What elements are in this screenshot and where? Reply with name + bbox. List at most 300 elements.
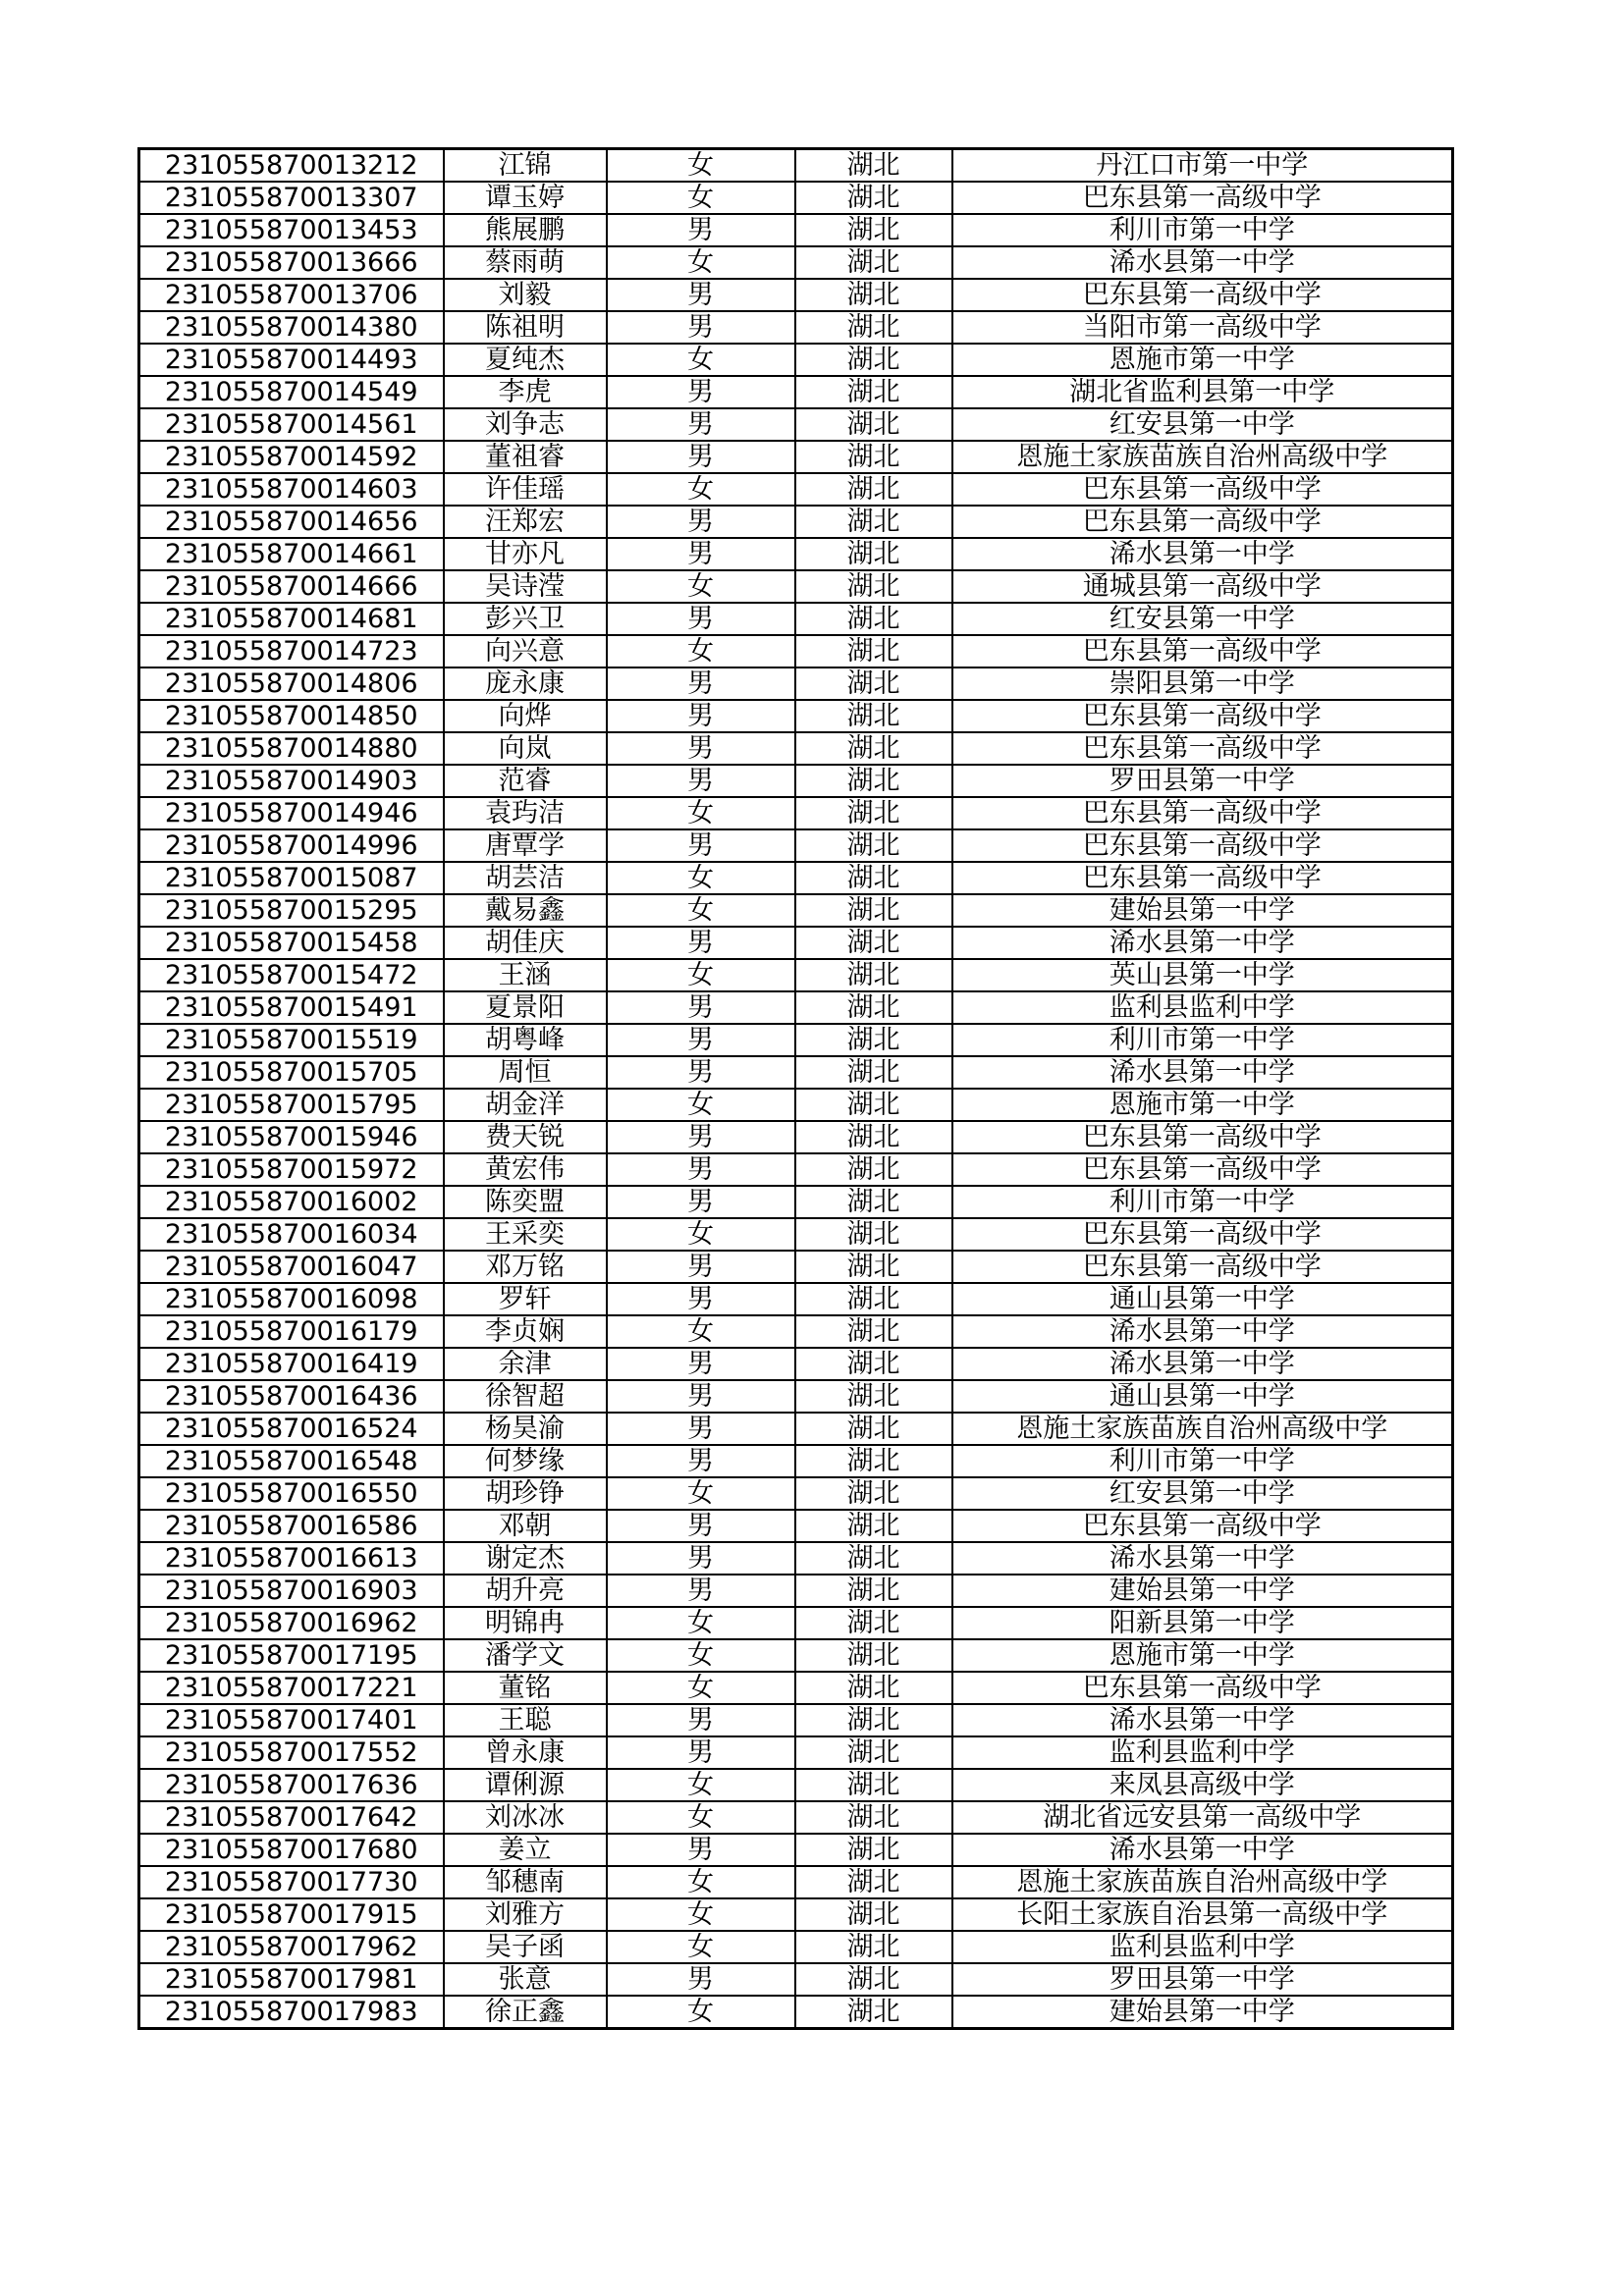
name-cell: 戴易鑫 xyxy=(444,894,607,927)
name-cell: 江锦 xyxy=(444,149,607,183)
school-cell: 来凤县高级中学 xyxy=(952,1769,1453,1801)
candidate-number-cell: 231055870016903 xyxy=(139,1575,444,1607)
candidate-number-cell: 231055870017915 xyxy=(139,1898,444,1931)
school-cell: 阳新县第一中学 xyxy=(952,1607,1453,1639)
province-cell: 湖北 xyxy=(795,1413,952,1445)
name-cell: 刘争志 xyxy=(444,408,607,441)
name-cell: 刘雅方 xyxy=(444,1898,607,1931)
gender-cell: 女 xyxy=(607,1866,795,1898)
school-cell: 浠水县第一中学 xyxy=(952,246,1453,279)
candidate-number-cell: 231055870015972 xyxy=(139,1153,444,1186)
name-cell: 徐正鑫 xyxy=(444,1996,607,2029)
candidate-number-cell: 231055870016098 xyxy=(139,1283,444,1315)
gender-cell: 男 xyxy=(607,441,795,473)
name-cell: 刘冰冰 xyxy=(444,1801,607,1834)
gender-cell: 男 xyxy=(607,732,795,765)
name-cell: 邓朝 xyxy=(444,1510,607,1542)
candidate-number-cell: 231055870016524 xyxy=(139,1413,444,1445)
candidate-number-cell: 231055870016047 xyxy=(139,1251,444,1283)
table-row xyxy=(139,1056,1453,1089)
province-cell: 湖北 xyxy=(795,279,952,311)
gender-cell: 女 xyxy=(607,149,795,183)
name-cell: 胡金洋 xyxy=(444,1089,607,1121)
table-row xyxy=(139,408,1453,441)
province-cell: 湖北 xyxy=(795,959,952,991)
table-row xyxy=(139,1218,1453,1251)
province-cell: 湖北 xyxy=(795,1834,952,1866)
candidate-number-cell: 231055870014806 xyxy=(139,667,444,700)
province-cell: 湖北 xyxy=(795,1963,952,1996)
province-cell: 湖北 xyxy=(795,1672,952,1704)
school-cell: 恩施市第一中学 xyxy=(952,1089,1453,1121)
province-cell: 湖北 xyxy=(795,927,952,959)
candidate-number-cell: 231055870014681 xyxy=(139,603,444,635)
table-row xyxy=(139,279,1453,311)
gender-cell: 男 xyxy=(607,603,795,635)
school-cell: 巴东县第一高级中学 xyxy=(952,473,1453,506)
table-row xyxy=(139,1445,1453,1477)
school-cell: 丹江口市第一中学 xyxy=(952,149,1453,183)
table-row xyxy=(139,829,1453,862)
gender-cell: 女 xyxy=(607,1769,795,1801)
province-cell: 湖北 xyxy=(795,635,952,667)
province-cell: 湖北 xyxy=(795,1218,952,1251)
candidate-number-cell: 231055870014380 xyxy=(139,311,444,344)
gender-cell: 男 xyxy=(607,1736,795,1769)
candidate-number-cell: 231055870013666 xyxy=(139,246,444,279)
school-cell: 利川市第一中学 xyxy=(952,214,1453,246)
candidate-number-cell: 231055870016962 xyxy=(139,1607,444,1639)
candidate-number-cell: 231055870014561 xyxy=(139,408,444,441)
name-cell: 邓万铭 xyxy=(444,1251,607,1283)
table-row xyxy=(139,1348,1453,1380)
gender-cell: 男 xyxy=(607,506,795,538)
school-cell: 湖北省远安县第一高级中学 xyxy=(952,1801,1453,1834)
province-cell: 湖北 xyxy=(795,376,952,408)
gender-cell: 女 xyxy=(607,246,795,279)
gender-cell: 女 xyxy=(607,862,795,894)
candidate-number-cell: 231055870016002 xyxy=(139,1186,444,1218)
province-cell: 湖北 xyxy=(795,1251,952,1283)
province-cell: 湖北 xyxy=(795,441,952,473)
name-cell: 王采奕 xyxy=(444,1218,607,1251)
school-cell: 崇阳县第一中学 xyxy=(952,667,1453,700)
province-cell: 湖北 xyxy=(795,765,952,797)
name-cell: 周恒 xyxy=(444,1056,607,1089)
province-cell: 湖北 xyxy=(795,1736,952,1769)
school-cell: 巴东县第一高级中学 xyxy=(952,797,1453,829)
name-cell: 向烨 xyxy=(444,700,607,732)
name-cell: 范睿 xyxy=(444,765,607,797)
table-row xyxy=(139,376,1453,408)
gender-cell: 男 xyxy=(607,1283,795,1315)
school-cell: 巴东县第一高级中学 xyxy=(952,506,1453,538)
gender-cell: 男 xyxy=(607,765,795,797)
table-row xyxy=(139,441,1453,473)
candidate-number-cell: 231055870015946 xyxy=(139,1121,444,1153)
candidate-number-cell: 231055870015295 xyxy=(139,894,444,927)
school-cell: 巴东县第一高级中学 xyxy=(952,1251,1453,1283)
candidate-number-cell: 231055870014661 xyxy=(139,538,444,570)
school-cell: 恩施市第一中学 xyxy=(952,344,1453,376)
candidate-number-cell: 231055870014880 xyxy=(139,732,444,765)
table-row xyxy=(139,797,1453,829)
school-cell: 巴东县第一高级中学 xyxy=(952,279,1453,311)
name-cell: 费天锐 xyxy=(444,1121,607,1153)
school-cell: 恩施土家族苗族自治州高级中学 xyxy=(952,1413,1453,1445)
candidate-number-cell: 231055870014592 xyxy=(139,441,444,473)
name-cell: 唐覃学 xyxy=(444,829,607,862)
candidate-number-cell: 231055870017981 xyxy=(139,1963,444,1996)
province-cell: 湖北 xyxy=(795,862,952,894)
table-row xyxy=(139,700,1453,732)
name-cell: 胡佳庆 xyxy=(444,927,607,959)
gender-cell: 男 xyxy=(607,1542,795,1575)
school-cell: 建始县第一中学 xyxy=(952,1996,1453,2029)
gender-cell: 女 xyxy=(607,1477,795,1510)
candidate-number-cell: 231055870013212 xyxy=(139,149,444,183)
province-cell: 湖北 xyxy=(795,246,952,279)
school-cell: 罗田县第一中学 xyxy=(952,765,1453,797)
gender-cell: 男 xyxy=(607,700,795,732)
gender-cell: 女 xyxy=(607,1996,795,2029)
province-cell: 湖北 xyxy=(795,1607,952,1639)
name-cell: 袁玙洁 xyxy=(444,797,607,829)
gender-cell: 男 xyxy=(607,667,795,700)
name-cell: 胡珍铮 xyxy=(444,1477,607,1510)
gender-cell: 女 xyxy=(607,1931,795,1963)
name-cell: 潘学文 xyxy=(444,1639,607,1672)
name-cell: 刘毅 xyxy=(444,279,607,311)
province-cell: 湖北 xyxy=(795,1575,952,1607)
school-cell: 红安县第一中学 xyxy=(952,603,1453,635)
school-cell: 浠水县第一中学 xyxy=(952,1348,1453,1380)
gender-cell: 男 xyxy=(607,1251,795,1283)
province-cell: 湖北 xyxy=(795,1801,952,1834)
table-row xyxy=(139,991,1453,1024)
gender-cell: 女 xyxy=(607,1898,795,1931)
gender-cell: 女 xyxy=(607,894,795,927)
name-cell: 陈奕盟 xyxy=(444,1186,607,1218)
name-cell: 杨昊渝 xyxy=(444,1413,607,1445)
school-cell: 监利县监利中学 xyxy=(952,1736,1453,1769)
gender-cell: 男 xyxy=(607,311,795,344)
gender-cell: 男 xyxy=(607,408,795,441)
candidate-number-cell: 231055870016034 xyxy=(139,1218,444,1251)
table-row xyxy=(139,1931,1453,1963)
candidate-number-cell: 231055870017636 xyxy=(139,1769,444,1801)
name-cell: 汪郑宏 xyxy=(444,506,607,538)
candidate-number-cell: 231055870017401 xyxy=(139,1704,444,1736)
table-row xyxy=(139,1672,1453,1704)
name-cell: 熊展鹏 xyxy=(444,214,607,246)
school-cell: 浠水县第一中学 xyxy=(952,927,1453,959)
province-cell: 湖北 xyxy=(795,1089,952,1121)
gender-cell: 男 xyxy=(607,1413,795,1445)
school-cell: 湖北省监利县第一中学 xyxy=(952,376,1453,408)
gender-cell: 男 xyxy=(607,538,795,570)
candidate-number-cell: 231055870015795 xyxy=(139,1089,444,1121)
candidate-number-cell: 231055870016179 xyxy=(139,1315,444,1348)
name-cell: 胡粤峰 xyxy=(444,1024,607,1056)
province-cell: 湖北 xyxy=(795,1769,952,1801)
province-cell: 湖北 xyxy=(795,149,952,183)
name-cell: 张意 xyxy=(444,1963,607,1996)
candidate-number-cell: 231055870014549 xyxy=(139,376,444,408)
province-cell: 湖北 xyxy=(795,344,952,376)
name-cell: 蔡雨萌 xyxy=(444,246,607,279)
table-row xyxy=(139,506,1453,538)
gender-cell: 女 xyxy=(607,1607,795,1639)
school-cell: 利川市第一中学 xyxy=(952,1186,1453,1218)
school-cell: 恩施土家族苗族自治州高级中学 xyxy=(952,441,1453,473)
name-cell: 余津 xyxy=(444,1348,607,1380)
candidate-number-cell: 231055870016548 xyxy=(139,1445,444,1477)
table-row xyxy=(139,1380,1453,1413)
table-row xyxy=(139,1186,1453,1218)
candidate-number-cell: 231055870015087 xyxy=(139,862,444,894)
candidate-number-cell: 231055870017680 xyxy=(139,1834,444,1866)
province-cell: 湖北 xyxy=(795,473,952,506)
province-cell: 湖北 xyxy=(795,1121,952,1153)
candidate-number-cell: 231055870013453 xyxy=(139,214,444,246)
table-row xyxy=(139,1315,1453,1348)
name-cell: 彭兴卫 xyxy=(444,603,607,635)
gender-cell: 男 xyxy=(607,1186,795,1218)
table-row xyxy=(139,667,1453,700)
name-cell: 谭俐源 xyxy=(444,1769,607,1801)
name-cell: 徐智超 xyxy=(444,1380,607,1413)
table-row xyxy=(139,1413,1453,1445)
candidate-number-cell: 231055870014603 xyxy=(139,473,444,506)
candidate-number-cell: 231055870017962 xyxy=(139,1931,444,1963)
gender-cell: 女 xyxy=(607,570,795,603)
table-row xyxy=(139,149,1453,183)
gender-cell: 男 xyxy=(607,1704,795,1736)
table-row xyxy=(139,1477,1453,1510)
name-cell: 胡升亮 xyxy=(444,1575,607,1607)
name-cell: 陈祖明 xyxy=(444,311,607,344)
school-cell: 浠水县第一中学 xyxy=(952,1056,1453,1089)
table-row xyxy=(139,182,1453,214)
province-cell: 湖北 xyxy=(795,1186,952,1218)
table-row xyxy=(139,570,1453,603)
school-cell: 红安县第一中学 xyxy=(952,1477,1453,1510)
school-cell: 巴东县第一高级中学 xyxy=(952,1218,1453,1251)
table-row xyxy=(139,1898,1453,1931)
province-cell: 湖北 xyxy=(795,732,952,765)
school-cell: 建始县第一中学 xyxy=(952,1575,1453,1607)
table-row xyxy=(139,246,1453,279)
candidate-number-cell: 231055870017983 xyxy=(139,1996,444,2029)
candidate-number-cell: 231055870016613 xyxy=(139,1542,444,1575)
province-cell: 湖北 xyxy=(795,1024,952,1056)
candidate-number-cell: 231055870013307 xyxy=(139,182,444,214)
table-row xyxy=(139,344,1453,376)
name-cell: 明锦冉 xyxy=(444,1607,607,1639)
table-row xyxy=(139,1704,1453,1736)
school-cell: 长阳土家族自治县第一高级中学 xyxy=(952,1898,1453,1931)
table-row xyxy=(139,927,1453,959)
province-cell: 湖北 xyxy=(795,1283,952,1315)
province-cell: 湖北 xyxy=(795,991,952,1024)
name-cell: 王涵 xyxy=(444,959,607,991)
gender-cell: 女 xyxy=(607,1218,795,1251)
table-row xyxy=(139,1639,1453,1672)
gender-cell: 男 xyxy=(607,927,795,959)
candidate-number-cell: 231055870017195 xyxy=(139,1639,444,1672)
table-row xyxy=(139,1024,1453,1056)
province-cell: 湖北 xyxy=(795,829,952,862)
name-cell: 甘亦凡 xyxy=(444,538,607,570)
school-cell: 巴东县第一高级中学 xyxy=(952,1121,1453,1153)
gender-cell: 男 xyxy=(607,1963,795,1996)
table-row xyxy=(139,765,1453,797)
candidate-number-cell: 231055870016550 xyxy=(139,1477,444,1510)
gender-cell: 女 xyxy=(607,473,795,506)
candidate-number-cell: 231055870015519 xyxy=(139,1024,444,1056)
gender-cell: 男 xyxy=(607,829,795,862)
province-cell: 湖北 xyxy=(795,1542,952,1575)
province-cell: 湖北 xyxy=(795,700,952,732)
table-row xyxy=(139,635,1453,667)
table-row xyxy=(139,1801,1453,1834)
school-cell: 罗田县第一中学 xyxy=(952,1963,1453,1996)
table-row xyxy=(139,1963,1453,1996)
candidate-number-cell: 231055870014656 xyxy=(139,506,444,538)
gender-cell: 男 xyxy=(607,376,795,408)
table-row xyxy=(139,1510,1453,1542)
province-cell: 湖北 xyxy=(795,1445,952,1477)
school-cell: 通山县第一中学 xyxy=(952,1283,1453,1315)
school-cell: 利川市第一中学 xyxy=(952,1024,1453,1056)
province-cell: 湖北 xyxy=(795,214,952,246)
school-cell: 巴东县第一高级中学 xyxy=(952,635,1453,667)
table-row xyxy=(139,1866,1453,1898)
table-row xyxy=(139,1834,1453,1866)
province-cell: 湖北 xyxy=(795,1996,952,2029)
gender-cell: 男 xyxy=(607,1153,795,1186)
table-row xyxy=(139,1251,1453,1283)
table-row xyxy=(139,311,1453,344)
candidate-number-cell: 231055870017552 xyxy=(139,1736,444,1769)
name-cell: 李贞娴 xyxy=(444,1315,607,1348)
school-cell: 监利县监利中学 xyxy=(952,1931,1453,1963)
school-cell: 巴东县第一高级中学 xyxy=(952,862,1453,894)
school-cell: 英山县第一中学 xyxy=(952,959,1453,991)
gender-cell: 女 xyxy=(607,1672,795,1704)
name-cell: 谢定杰 xyxy=(444,1542,607,1575)
name-cell: 庞永康 xyxy=(444,667,607,700)
province-cell: 湖北 xyxy=(795,1315,952,1348)
gender-cell: 女 xyxy=(607,182,795,214)
table-row xyxy=(139,1607,1453,1639)
gender-cell: 女 xyxy=(607,1801,795,1834)
province-cell: 湖北 xyxy=(795,538,952,570)
gender-cell: 男 xyxy=(607,1121,795,1153)
candidate-number-cell: 231055870014996 xyxy=(139,829,444,862)
school-cell: 巴东县第一高级中学 xyxy=(952,700,1453,732)
school-cell: 浠水县第一中学 xyxy=(952,1542,1453,1575)
candidate-number-cell: 231055870014666 xyxy=(139,570,444,603)
gender-cell: 男 xyxy=(607,1024,795,1056)
candidate-number-cell: 231055870015491 xyxy=(139,991,444,1024)
school-cell: 巴东县第一高级中学 xyxy=(952,732,1453,765)
candidate-number-cell: 231055870016436 xyxy=(139,1380,444,1413)
table-row xyxy=(139,862,1453,894)
province-cell: 湖北 xyxy=(795,894,952,927)
candidate-number-cell: 231055870015705 xyxy=(139,1056,444,1089)
school-cell: 通城县第一高级中学 xyxy=(952,570,1453,603)
gender-cell: 男 xyxy=(607,991,795,1024)
name-cell: 吴诗滢 xyxy=(444,570,607,603)
gender-cell: 男 xyxy=(607,214,795,246)
name-cell: 向兴意 xyxy=(444,635,607,667)
school-cell: 巴东县第一高级中学 xyxy=(952,1510,1453,1542)
school-cell: 浠水县第一中学 xyxy=(952,1834,1453,1866)
gender-cell: 女 xyxy=(607,1315,795,1348)
student-table-body xyxy=(139,149,1453,2029)
school-cell: 通山县第一中学 xyxy=(952,1380,1453,1413)
table-row xyxy=(139,603,1453,635)
province-cell: 湖北 xyxy=(795,408,952,441)
name-cell: 罗轩 xyxy=(444,1283,607,1315)
name-cell: 夏纯杰 xyxy=(444,344,607,376)
gender-cell: 男 xyxy=(607,1575,795,1607)
name-cell: 谭玉婷 xyxy=(444,182,607,214)
school-cell: 红安县第一中学 xyxy=(952,408,1453,441)
province-cell: 湖北 xyxy=(795,1704,952,1736)
candidate-number-cell: 231055870014493 xyxy=(139,344,444,376)
gender-cell: 男 xyxy=(607,279,795,311)
gender-cell: 男 xyxy=(607,1445,795,1477)
gender-cell: 女 xyxy=(607,344,795,376)
name-cell: 向岚 xyxy=(444,732,607,765)
name-cell: 何梦缘 xyxy=(444,1445,607,1477)
school-cell: 恩施土家族苗族自治州高级中学 xyxy=(952,1866,1453,1898)
candidate-number-cell: 231055870017730 xyxy=(139,1866,444,1898)
table-row xyxy=(139,1996,1453,2029)
school-cell: 巴东县第一高级中学 xyxy=(952,182,1453,214)
province-cell: 湖北 xyxy=(795,570,952,603)
candidate-number-cell: 231055870017642 xyxy=(139,1801,444,1834)
candidate-number-cell: 231055870014723 xyxy=(139,635,444,667)
student-table xyxy=(137,147,1454,2030)
gender-cell: 女 xyxy=(607,1089,795,1121)
school-cell: 巴东县第一高级中学 xyxy=(952,1153,1453,1186)
name-cell: 董祖睿 xyxy=(444,441,607,473)
name-cell: 姜立 xyxy=(444,1834,607,1866)
school-cell: 恩施市第一中学 xyxy=(952,1639,1453,1672)
candidate-number-cell: 231055870014903 xyxy=(139,765,444,797)
table-row xyxy=(139,1736,1453,1769)
school-cell: 浠水县第一中学 xyxy=(952,538,1453,570)
province-cell: 湖北 xyxy=(795,1898,952,1931)
name-cell: 董铭 xyxy=(444,1672,607,1704)
school-cell: 巴东县第一高级中学 xyxy=(952,829,1453,862)
school-cell: 监利县监利中学 xyxy=(952,991,1453,1024)
gender-cell: 男 xyxy=(607,1834,795,1866)
candidate-number-cell: 231055870015472 xyxy=(139,959,444,991)
school-cell: 巴东县第一高级中学 xyxy=(952,1672,1453,1704)
table-row xyxy=(139,473,1453,506)
name-cell: 曾永康 xyxy=(444,1736,607,1769)
gender-cell: 男 xyxy=(607,1380,795,1413)
name-cell: 黄宏伟 xyxy=(444,1153,607,1186)
school-cell: 浠水县第一中学 xyxy=(952,1704,1453,1736)
province-cell: 湖北 xyxy=(795,1639,952,1672)
candidate-number-cell: 231055870015458 xyxy=(139,927,444,959)
